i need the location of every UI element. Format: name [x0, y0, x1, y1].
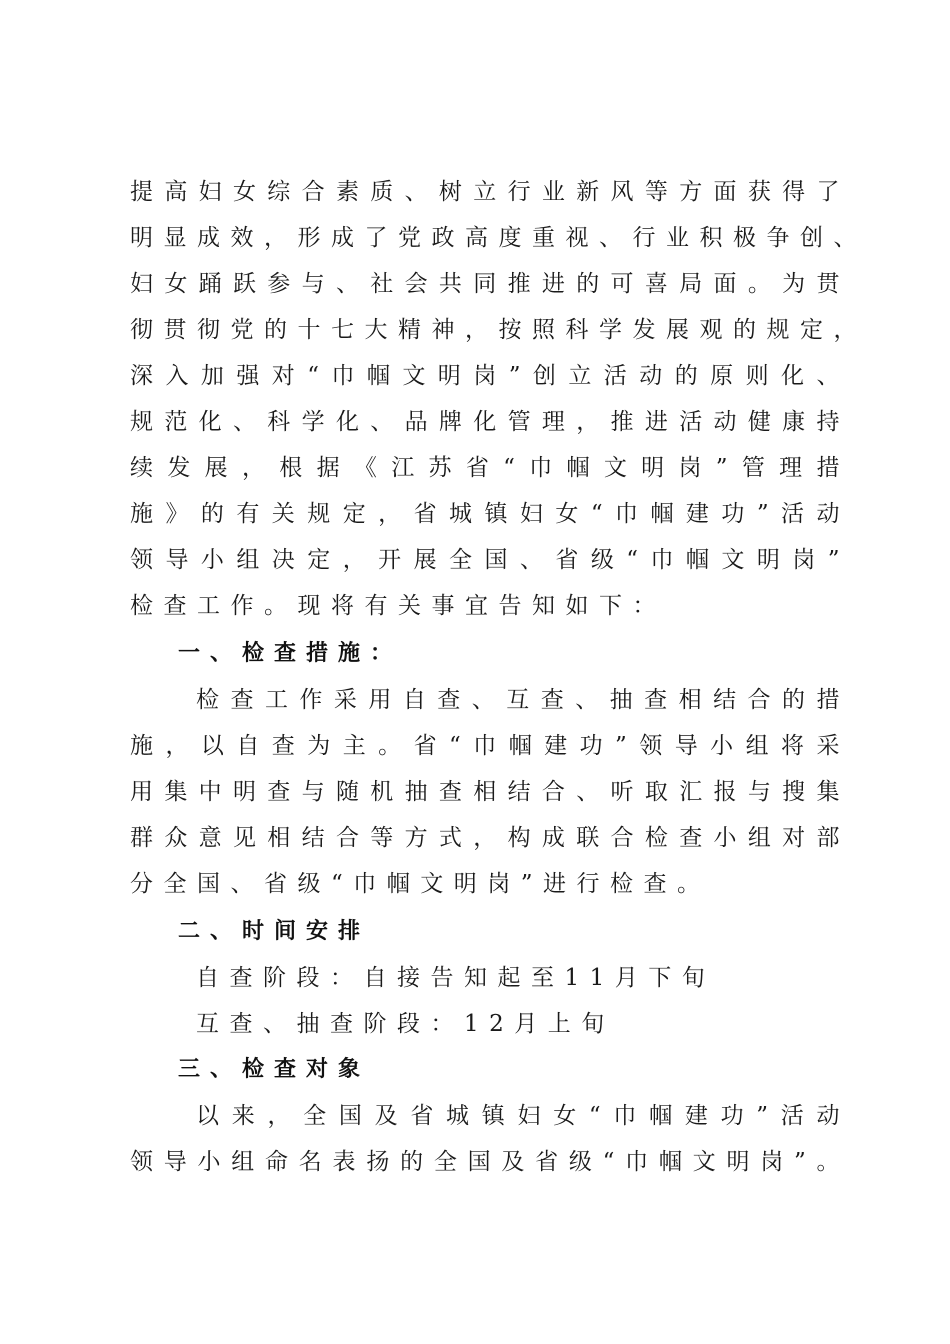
body-line: 领导小组命名表扬的全国及省级“巾帼文明岗”。 [130, 1149, 850, 1175]
body-line: 深入加强对“巾帼文明岗”创立活动的原则化、 [130, 363, 850, 389]
body-line: 彻贯彻党的十七大精神，按照科学发展观的规定， [130, 317, 867, 343]
body-line: 明显成效，形成了党政高度重视、行业积极争创、 [130, 225, 867, 251]
body-line: 检查工作采用自查、互查、抽查相结合的措 [196, 687, 850, 713]
schedule-line: 自查阶段：自接告知起至11月下旬 [196, 965, 716, 991]
body-line: 施，以自查为主。省“巾帼建功”领导小组将采 [130, 733, 850, 759]
body-line: 检查工作。现将有关事宜告知如下： [130, 593, 666, 619]
body-line: 用集中明查与随机抽查相结合、听取汇报与搜集 [130, 779, 850, 805]
section-heading-schedule: 二、时间安排 [178, 919, 371, 944]
schedule-line: 互查、抽查阶段：12月上旬 [196, 1011, 615, 1037]
body-line: 分全国、省级“巾帼文明岗”进行检查。 [130, 871, 711, 897]
body-line: 群众意见相结合等方式，构成联合检查小组对部 [130, 825, 850, 851]
body-line: 妇女踊跃参与、社会共同推进的可喜局面。为贯 [130, 271, 850, 297]
section-heading-targets: 三、检查对象 [178, 1057, 371, 1082]
body-line: 提高妇女综合素质、树立行业新风等方面获得了 [130, 179, 850, 205]
section-heading-methods: 一、检查措施： [178, 641, 403, 666]
body-line: 以来，全国及省城镇妇女“巾帼建功”活动 [196, 1103, 850, 1129]
body-line: 领导小组决定，开展全国、省级“巾帼文明岗” [130, 547, 850, 573]
body-line: 续发展，根据《江苏省“巾帼文明岗”管理措 [130, 455, 850, 481]
body-line: 施》的有关规定，省城镇妇女“巾帼建功”活动 [130, 501, 850, 527]
body-line: 规范化、科学化、品牌化管理，推进活动健康持 [130, 409, 850, 435]
